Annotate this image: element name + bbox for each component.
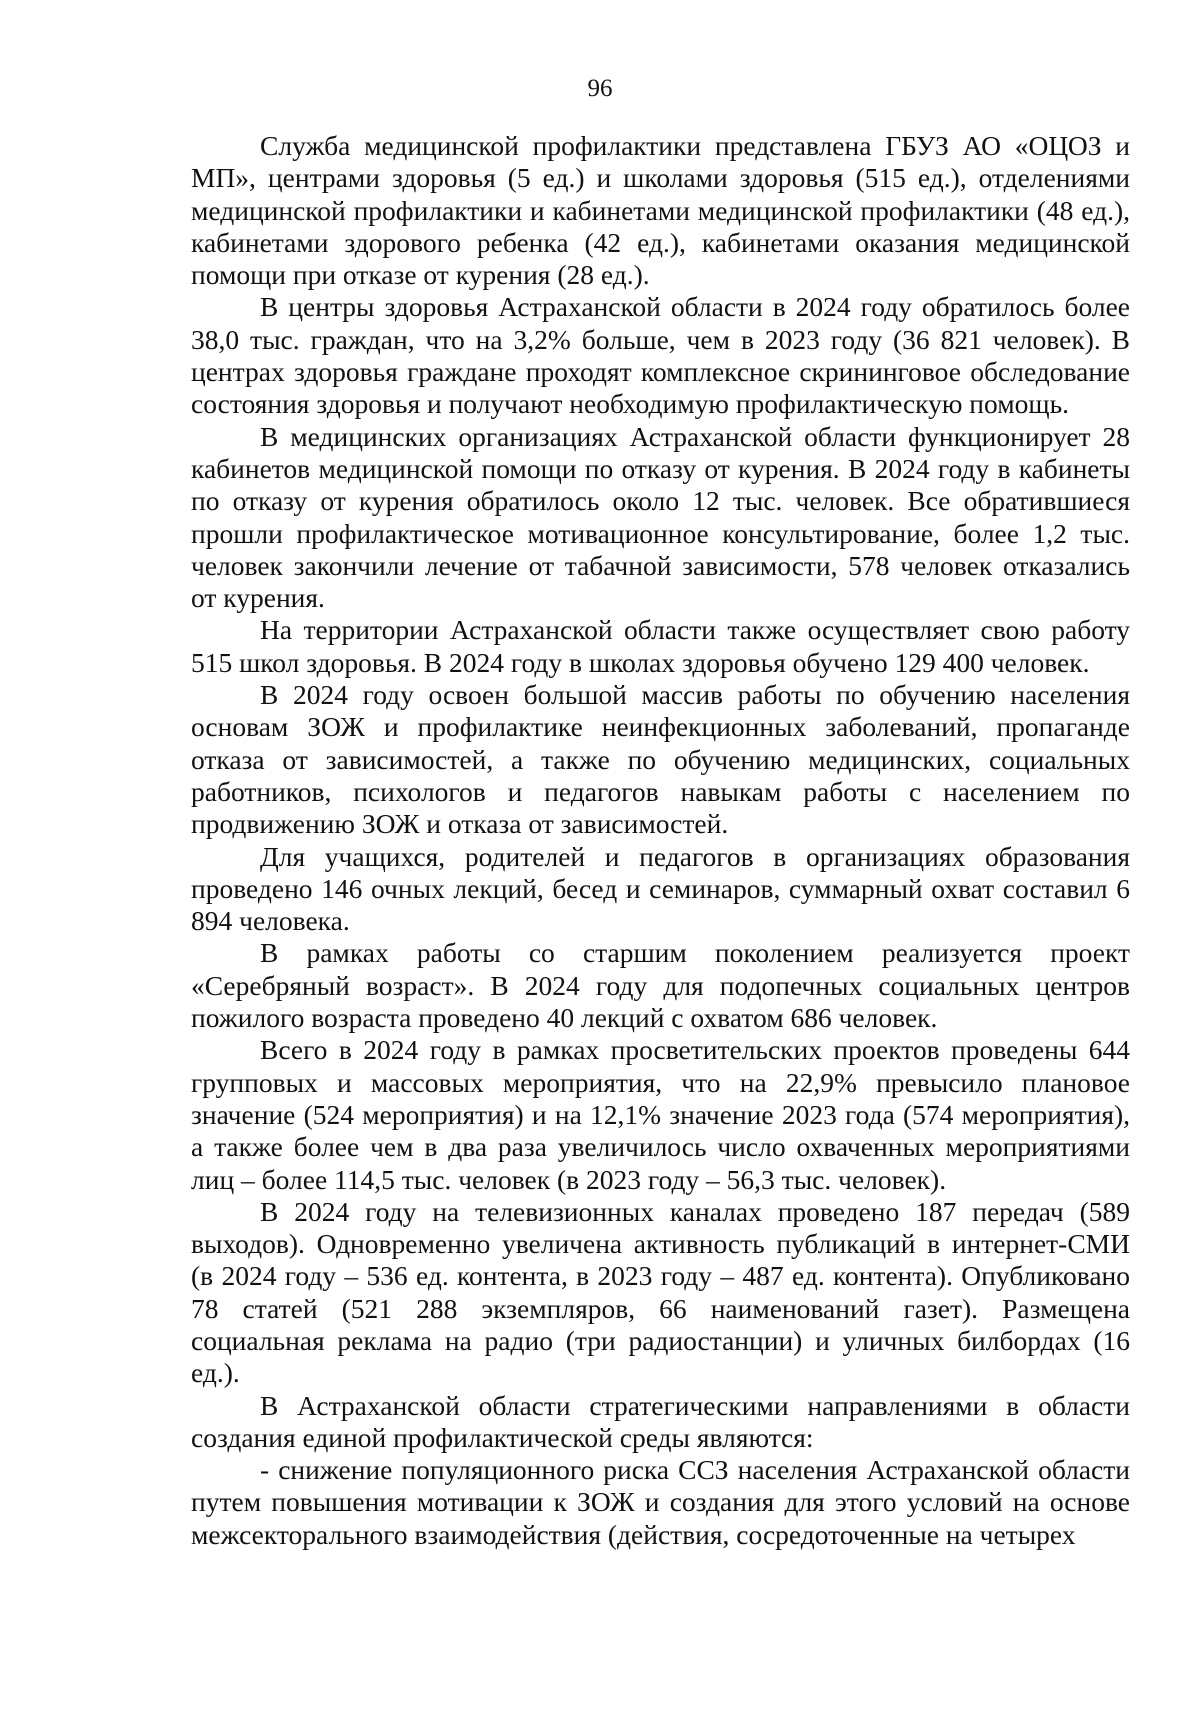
paragraph-strategic-directions: В Астраханской области стратегическими направлениями в области создания единой профилактической среды являются: [191, 1389, 1130, 1453]
page-number: 96 [587, 75, 613, 102]
document-body [191, 130, 1130, 1551]
paragraph-prevention-service: Служба медицинской профилактики представлена ГБУЗ АО «ОЦОЗ и МП», центрами здоровья (5 ед.) и школами здоровья (515 ед.), отделениями медицинской профилактики и кабинетами медицинской профилактики (48 ед.), кабинетами здорового ребенка (42 ед.), кабинетами оказания медицинской помощи при отказе от курения (28 ед.). [191, 130, 1130, 291]
paragraph-risk-reduction: - снижение популяционного риска ССЗ населения Астраханской области путем повышения мотивации к ЗОЖ и создания для этого условий на основе межсекторального взаимодействия (действия, сосредоточенные на четырех [191, 1454, 1130, 1550]
paragraph-health-centers: В центры здоровья Астраханской области в 2024 году обратилось более 38,0 тыс. граждан, что на 3,2% больше, чем в 2023 году (36 821 человек). В центрах здоровья граждане проходят комплексное скрининговое обследование состояния здоровья и получают необходимую профилактическую помощь. [191, 291, 1130, 420]
paragraph-health-schools: На территории Астраханской области также осуществляет свою работу 515 школ здоровья. В 2024 году в школах здоровья обучено 129 400 человек. [191, 614, 1130, 678]
paragraph-media: В 2024 году на телевизионных каналах проведено 187 передач (589 выходов). Одновременно увеличена активность публикаций в интернет-СМИ (в 2024 году – 536 ед. контента, в 2023 году – 487 ед. контента). Опубликовано 78 статей (521 288 экземпляров, 66 наименований газет). Размещена социальная реклама на радио (три радиостанции) и уличных билбордах (16 ед.). [191, 1195, 1130, 1389]
paragraph-education-lectures: Для учащихся, родителей и педагогов в организациях образования проведено 146 очных лекций, бесед и семинаров, суммарный охват составил 6 894 человека. [191, 840, 1130, 937]
paragraph-training: В 2024 году освоен большой массив работы по обучению населения основам ЗОЖ и профилактике неинфекционных заболеваний, пропаганде отказа от зависимостей, а также по обучению медицинских, социальных работников, психологов и педагогов навыкам работы с населением по продвижению ЗОЖ и отказа от зависимостей. [191, 679, 1130, 840]
paragraph-events-total: Всего в 2024 году в рамках просветительских проектов проведены 644 групповых и массовых мероприятия, что на 22,9% превысило плановое значение (524 мероприятия) и на 12,1% значение 2023 года (574 мероприятия), а также более чем в два раза увеличилось число охваченных мероприятиями лиц – более 114,5 тыс. человек (в 2023 году – 56,3 тыс. человек). [191, 1034, 1130, 1195]
paragraph-smoking-cessation: В медицинских организациях Астраханской области функционирует 28 кабинетов медицинской помощи по отказу от курения. В 2024 году в кабинеты по отказу от курения обратилось около 12 тыс. человек. Все обратившиеся прошли профилактическое мотивационное консультирование, более 1,2 тыс. человек закончили лечение от табачной зависимости, 578 человек отказались от курения. [191, 420, 1130, 614]
paragraph-silver-age: В рамках работы со старшим поколением реализуется проект «Серебряный возраст». В 2024 году для подопечных социальных центров пожилого возраста проведено 40 лекций с охватом 686 человек. [191, 937, 1130, 1034]
